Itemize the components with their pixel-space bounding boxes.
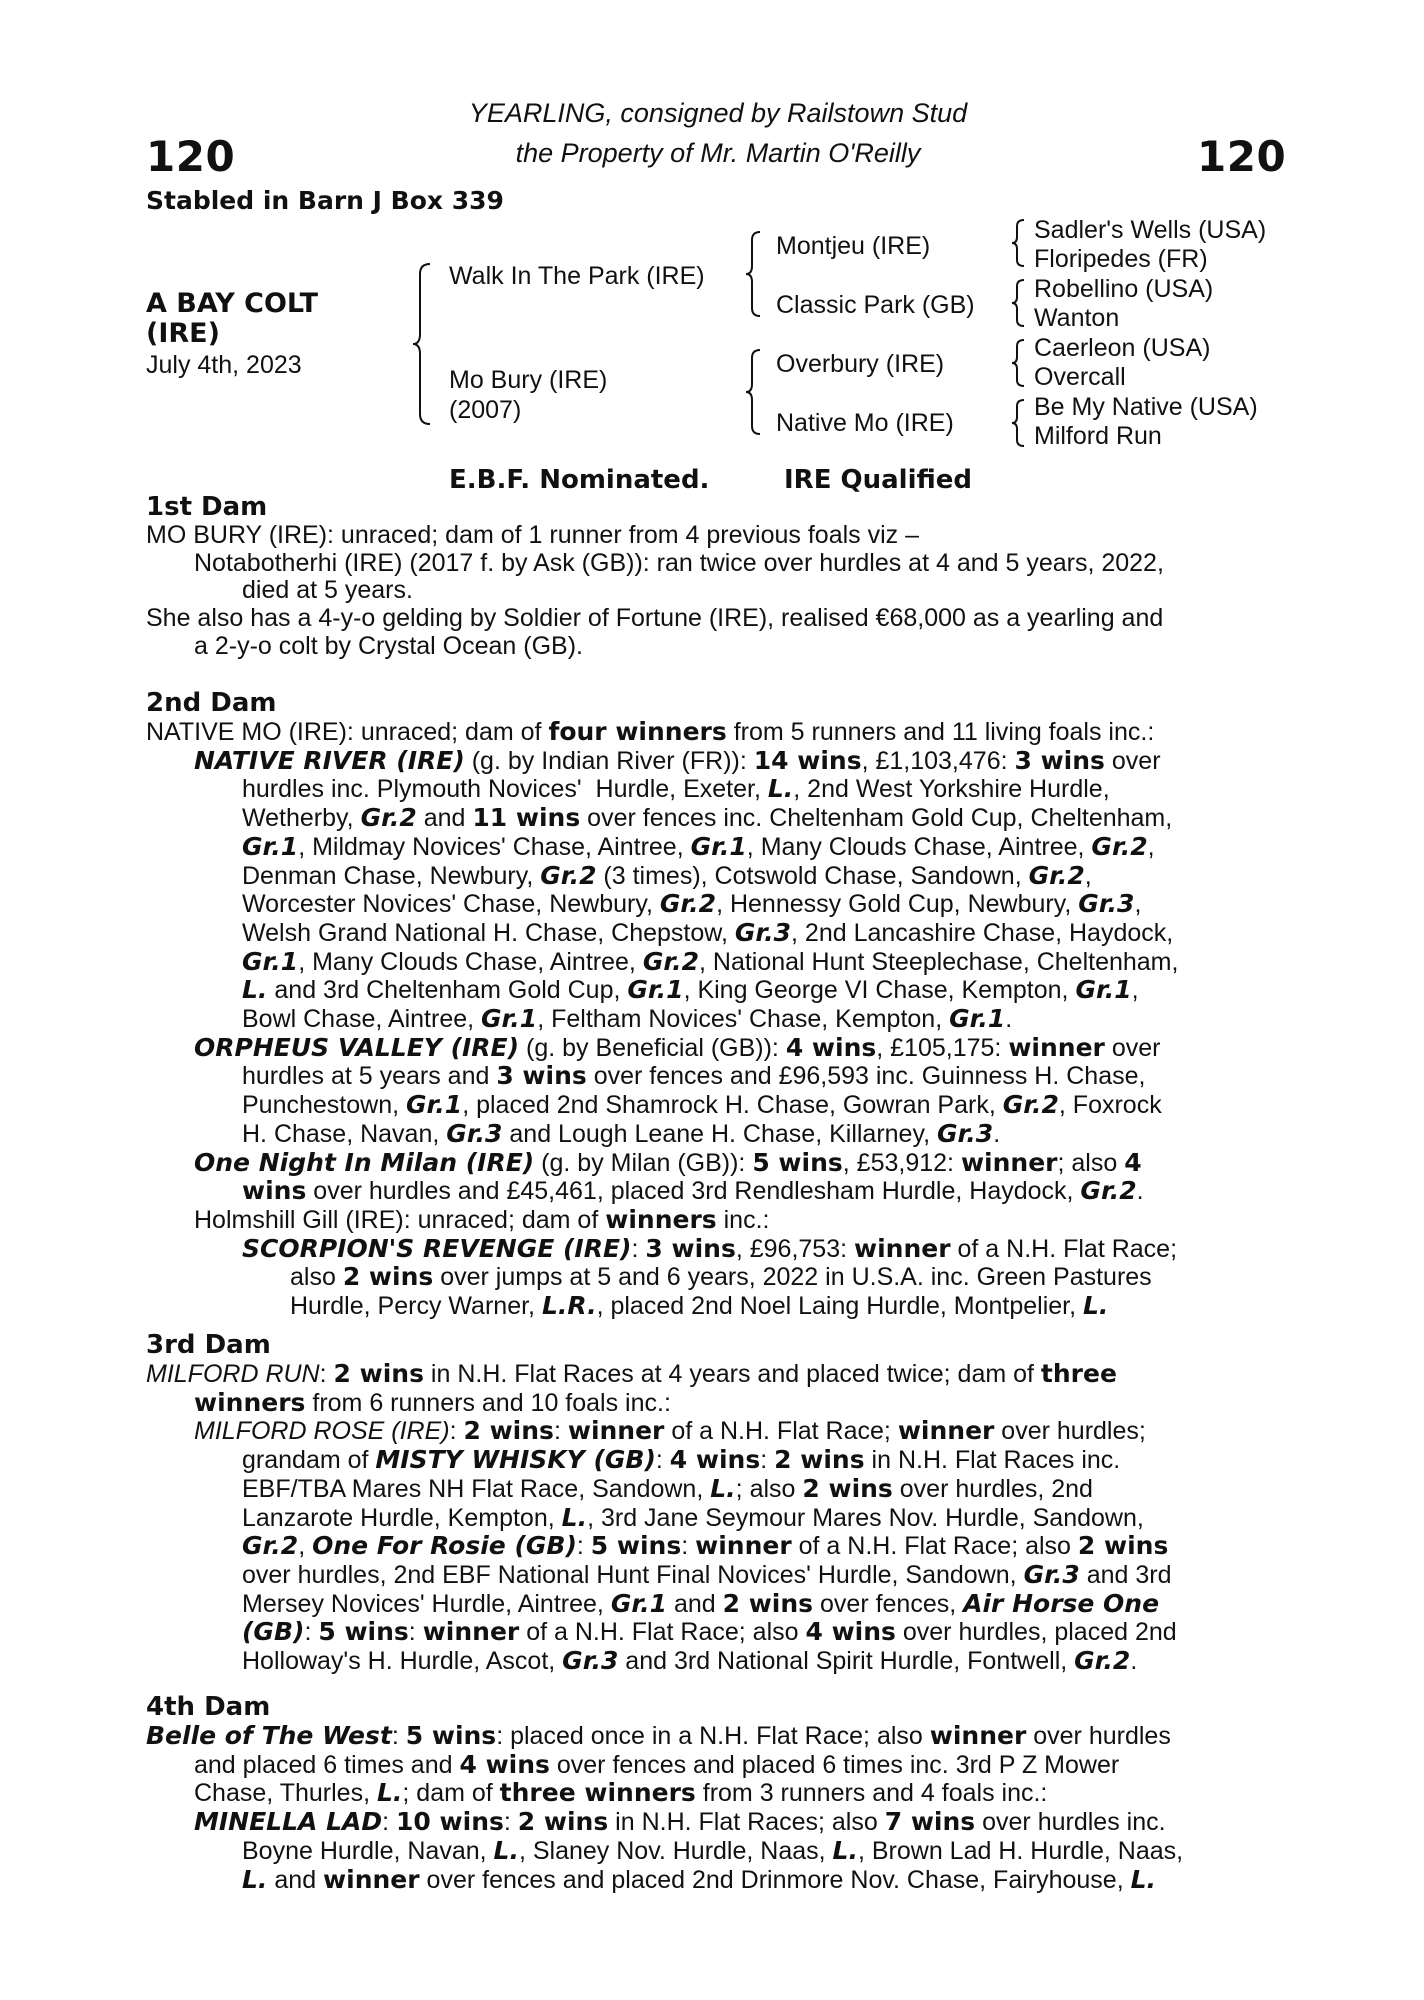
- stabled-location: Stabled in Barn J Box 339: [146, 186, 504, 215]
- second-dam-heading: 2nd Dam: [146, 688, 277, 718]
- third-dam-text: MILFORD RUN: 2 wins in N.H. Flat Races at 4 years and placed twice; dam of three winners from 6 runners and 10 foals inc.: MILFORD ROSE (IRE): 2 wins: winner of a N.H. Flat Race; winner over hurdles; grandam of MISTY WHISKY (GB): 4 wins: 2 wins in N.H. Flat Races inc. EBF/TBA Mares NH Flat Race, Sandown, L.; also 2 wins over hurdles, 2nd Lanzarote Hurdle, Kempton, L., 3rd Jane Seymour Mares Nov. Hurdle, Sandown, Gr.2, One For Rosie (GB): 5 wins: winner of a N.H. Flat Race; also 2 wins over hurdles, 2nd EBF National Hunt Final Novices' Hurdle, Sandown, Gr.3 and 3rd Mersey Novices' Hurdle, Aintree, Gr.1 and 2 wins over fences, Air Horse One (GB): 5 wins: winner of a N.H. Flat Race; also 4 wins over hurdles, placed 2nd Holloway's H. Hurdle, Ascot, Gr.3 and 3rd National Spirit Hurdle, Fontwell, Gr.2.: [146, 1359, 1177, 1676]
- horse-name: [146, 289, 318, 349]
- fourth-dam-heading: 4th Dam: [146, 1692, 271, 1722]
- second-dam-text: NATIVE MO (IRE): unraced; dam of four winners from 5 runners and 11 living foals inc.: NATIVE RIVER (IRE) (g. by Indian River (FR)): 14 wins, £1,103,476: 3 wins over hurdles inc. Plymouth Novices' Hurdle, Exeter, L., 2nd West Yorkshire Hurdle, Wetherby, Gr.2 and 11 wins over fences inc. Cheltenham Gold Cup, Cheltenham, Gr.1, Mildmay Novices' Chase, Aintree, Gr.1, Many Clouds Chase, Aintree, Gr.2, Denman Chase, Newbury, Gr.2 (3 times), Cotswold Chase, Sandown, Gr.2, Worcester Novices' Chase, Newbury, Gr.2, Hennessy Gold Cup, Newbury, Gr.3, Welsh Grand National H. Chase, Chepstow, Gr.3, 2nd Lancashire Chase, Haydock, Gr.1, Many Clouds Chase, Aintree, Gr.2, National Hunt Steeplechase, Cheltenham, L. and 3rd Cheltenham Gold Cup, Gr.1, King George VI Chase, Kempton, Gr.1, Bowl Chase, Aintree, Gr.1, Feltham Novices' Chase, Kempton, Gr.1. ORPHEUS VALLEY (IRE) (g. by Beneficial (GB)): 4 wins, £105,175: winner over hurdles at 5 years and 3 wins over fences and £96,593 inc. Guinness H. Chase, Punchestown, Gr.1, placed 2nd Shamrock H. Chase, Gowran Park, Gr.2, Foxrock H. Chase, Navan, Gr.3 and Lough Leane H. Chase, Killarney, Gr.3. One Night In Milan (IRE) (g. by Milan (GB)): 5 wins, £53,912: winner; also 4 wins over hurdles and £45,461, placed 3rd Rendlesham Hurdle, Haydock, Gr.2. Holmshill Gill (IRE): unraced; dam of winners inc.: SCORPION'S REVENGE (IRE): 3 wins, £96,753: winner of a N.H. Flat Race; also 2 wins over jumps at 5 and 6 years, 2022 in U.S.A. inc. Green Pastures Hurdle, Percy Warner, L.R., placed 2nd Noel Laing Hurdle, Montpelier, L.: [146, 717, 1179, 1321]
- pedigree-brace-dam: [744, 348, 764, 436]
- pedigree-brace-sd: [1010, 278, 1026, 328]
- foaling-date: July 4th, 2023: [146, 351, 302, 379]
- lot-number-right: 120: [1197, 132, 1287, 181]
- pedigree-brace-sire: [744, 230, 764, 318]
- fourth-dam-text: Belle of The West: 5 wins: placed once in a N.H. Flat Race; also winner over hurdles and placed 6 times and 4 wins over fences and placed 6 times inc. 3rd P Z Mower Chase, Thurles, L.; dam of three winners from 3 runners and 4 foals inc.: MINELLA LAD: 10 wins: 2 wins in N.H. Flat Races; also 7 wins over hurdles inc. Boyne Hurdle, Navan, L., Slaney Nov. Hurdle, Naas, L., Brown Lad H. Hurdle, Naas, L. and winner over fences and placed 2nd Drinmore Nov. Chase, Fairyhouse, L.: [146, 1721, 1184, 1894]
- ebf-nominated: E.B.F. Nominated.: [449, 465, 710, 495]
- pedigree-dam: Mo Bury (IRE): [449, 366, 608, 394]
- pedigree-gen3-dd: Be My Native (USA) Milford Run: [1034, 393, 1258, 450]
- pedigree-brace-dd: [1010, 398, 1026, 448]
- lot-number-left: 120: [146, 132, 236, 181]
- third-dam-heading: 3rd Dam: [146, 1330, 271, 1360]
- pedigree-gen3-ss: Sadler's Wells (USA) Floripedes (FR): [1034, 216, 1267, 273]
- pedigree-dam-dam: Native Mo (IRE): [776, 409, 954, 437]
- pedigree-brace-ss: [1010, 218, 1026, 268]
- pedigree-brace-ds: [1010, 338, 1026, 388]
- ire-qualified: IRE Qualified: [784, 465, 973, 495]
- pedigree-gen3-sd: Robellino (USA) Wanton: [1034, 275, 1214, 332]
- pedigree-brace-main: [410, 262, 434, 426]
- first-dam-heading: 1st Dam: [146, 492, 268, 522]
- first-dam-text: MO BURY (IRE): unraced; dam of 1 runner from 4 previous foals viz – Notabotherhi (IRE) (2017 f. by Ask (GB)): ran twice over hurdles at 4 and 5 years, 2022, died at 5 years. She also has a 4-y-o gelding by Soldier of Fortune (IRE), realised €68,000 as a yearling and a 2-y-o colt by Crystal Ocean (GB).: [146, 521, 1164, 660]
- pedigree-sire: Walk In The Park (IRE): [449, 262, 705, 290]
- horse-name-line2: (IRE): [146, 318, 220, 349]
- pedigree-dam-sire: Overbury (IRE): [776, 350, 945, 378]
- pedigree-gen3-ds: Caerleon (USA) Overcall: [1034, 334, 1211, 391]
- consignor-line: YEARLING, consigned by Railstown Stud: [468, 98, 968, 128]
- pedigree-sire-dam: Classic Park (GB): [776, 291, 975, 319]
- property-line: the Property of Mr. Martin O'Reilly: [515, 138, 921, 168]
- horse-name-line1: A BAY COLT: [146, 288, 319, 319]
- pedigree-dam-year: (2007): [449, 396, 522, 424]
- pedigree-sire-sire: Montjeu (IRE): [776, 232, 931, 260]
